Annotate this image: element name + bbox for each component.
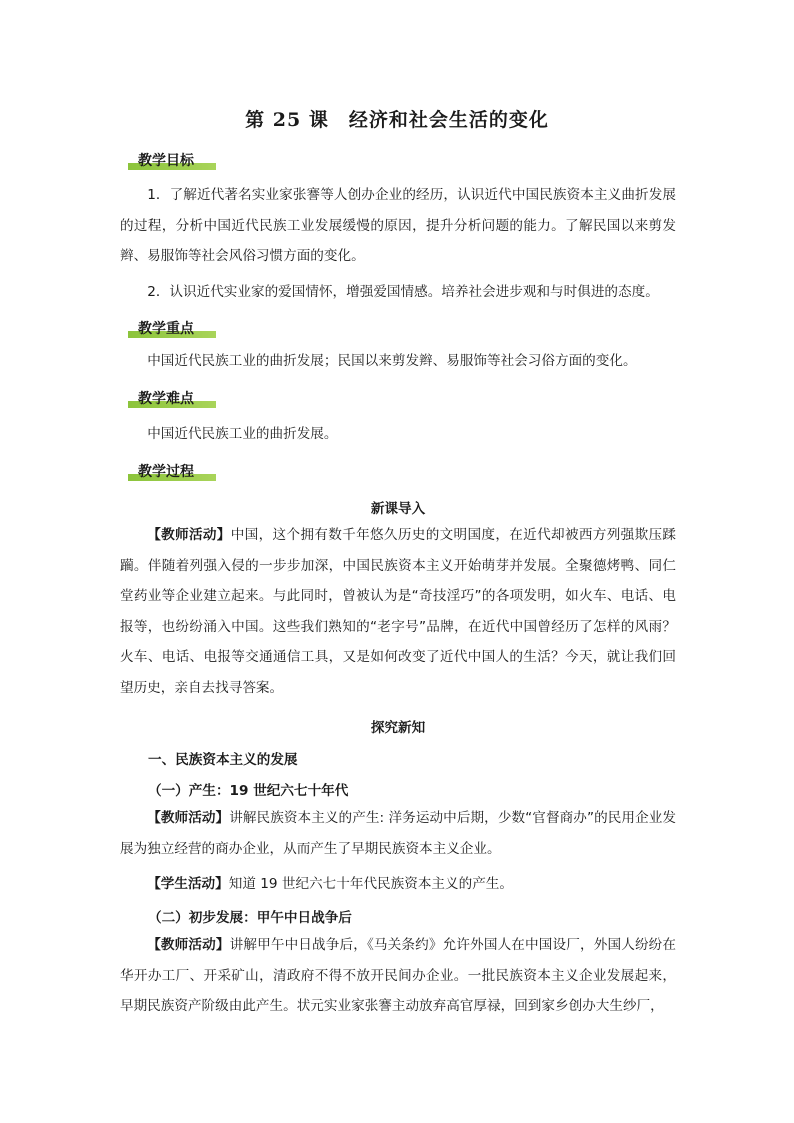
sub1-teacher-text: 讲解民族资本主义的产生: 洋务运动中后期，少数“官督商办”的民用企业发展为独立经营的商办企业，从而产生了早期民族资本主义企业。 bbox=[120, 810, 677, 857]
heading-difficulties-label: 教学难点 bbox=[138, 391, 194, 407]
sub1-student-text: 知道 19 世纪六七十年代民族资本主义的产生。 bbox=[228, 876, 513, 892]
heading-goals bbox=[128, 150, 194, 170]
part1-title: 一、民族资本主义的发展 bbox=[148, 752, 298, 768]
heading-key-points bbox=[128, 318, 194, 338]
goals-paragraph-1: 1．了解近代著名实业家张謇等人创办企业的经历，认识近代中国民族资本主义曲折发展的过程，分析中国近代民族工业发展缓慢的原因，提升分析问题的能力。了解民国以来剪发辫、易服饰等社会风俗习惯方面的变化。 bbox=[120, 187, 676, 264]
sub2-teacher-paragraph bbox=[120, 930, 676, 1022]
sub1-title: （一）产生：19 世纪六七十年代 bbox=[148, 783, 349, 799]
lesson-title: 第 25 课 经济和社会生活的变化 bbox=[245, 109, 549, 131]
difficulties-text: 中国近代民族工业的曲折发展。 bbox=[147, 426, 338, 442]
sub1-teacher-paragraph bbox=[120, 803, 676, 864]
heading-process-label: 教学过程 bbox=[138, 464, 194, 480]
sub1-student-paragraph bbox=[120, 869, 676, 900]
heading-difficulties bbox=[128, 388, 194, 408]
teacher-activity-tag: 【教师活动】 bbox=[147, 937, 230, 953]
heading-key-points-label: 教学重点 bbox=[138, 321, 194, 337]
heading-goals-label: 教学目标 bbox=[138, 153, 194, 169]
intro-title: 新课导入 bbox=[370, 501, 426, 517]
sub2-teacher-text: 讲解甲午中日战争后，《马关条约》允许外国人在中国设厂，外国人纷纷在华开办工厂、开采矿山，清政府不得不放开民间办企业。一批民族资本主义企业发展起来，早期民族资产阶级由此产生。状元实业家张謇主动放弃高官厚禄，回到家乡创办大生纱厂， bbox=[120, 937, 677, 1014]
sub2-title: （二）初步发展：甲午中日战争后 bbox=[148, 910, 352, 926]
goals-paragraph-2: 2．认识近代实业家的爱国情怀，增强爱国情感。培养社会进步观和与时俱进的态度。 bbox=[147, 284, 659, 300]
teacher-activity-tag: 【教师活动】 bbox=[147, 810, 230, 826]
heading-process bbox=[128, 461, 194, 481]
intro-text: 中国，这个拥有数千年悠久历史的文明国度，在近代却被西方列强欺压蹂躏。伴随着列强入侵的一步步加深，中国民族资本主义开始萌芽并发展。全聚德烤鸭、同仁堂药业等企业建立起来。与此同时，曾被认为是“奇技淫巧”的各项发明，如火车、电话、电报等，也纷纷涌入中国。这些我们熟知的“老字号”品牌，在近代中国曾经历了怎样的风雨？火车、电话、电报等交通通信工具，又是如何改变了近代中国人的生活？今天，就让我们回望历史，亲自去找寻答案。 bbox=[120, 527, 677, 696]
intro-paragraph bbox=[120, 520, 676, 703]
explore-title: 探究新知 bbox=[370, 720, 426, 736]
teacher-activity-tag: 【教师活动】 bbox=[147, 527, 231, 543]
key-points-text: 中国近代民族工业的曲折发展；民国以来剪发辫、易服饰等社会习俗方面的变化。 bbox=[147, 353, 637, 369]
student-activity-tag: 【学生活动】 bbox=[147, 876, 229, 892]
